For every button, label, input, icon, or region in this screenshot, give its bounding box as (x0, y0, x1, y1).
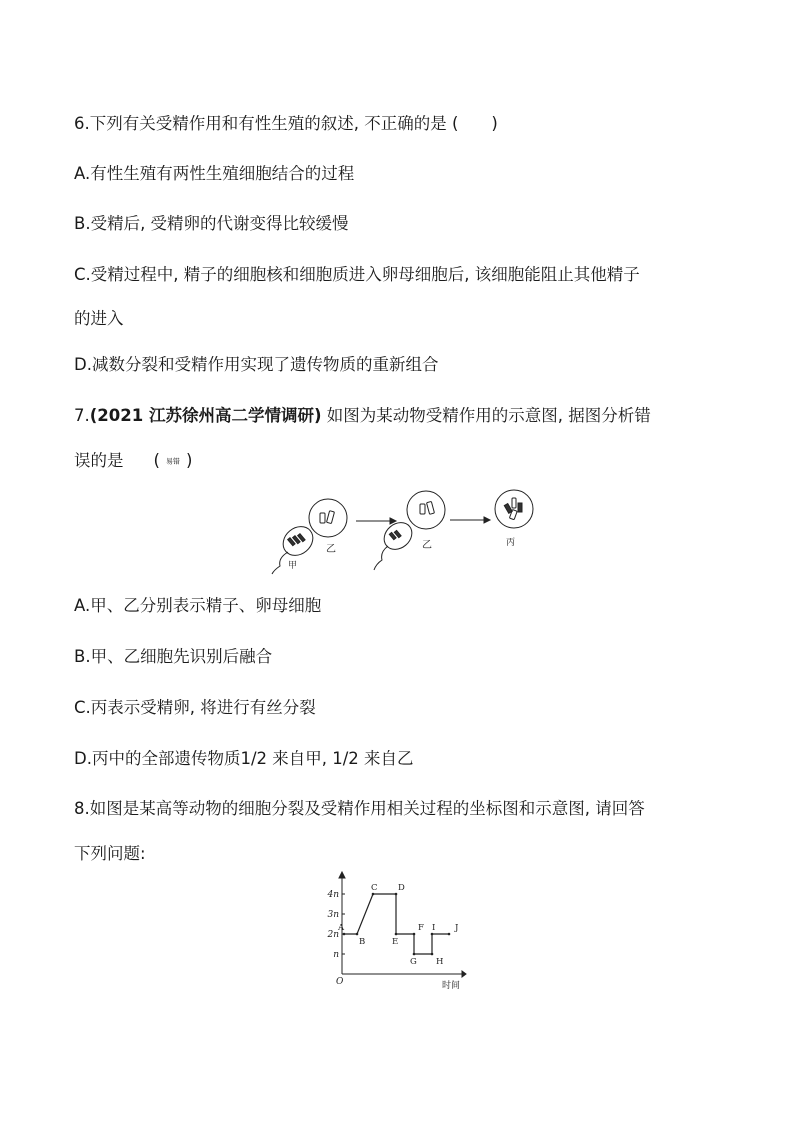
q8-line-chart (318, 870, 468, 992)
point-label-H: H (436, 957, 444, 967)
oocyte-cell-1 (309, 499, 347, 537)
label-yi-2: 乙 (422, 540, 432, 551)
point-C (372, 893, 375, 896)
point-label-E: E (392, 937, 399, 947)
y-tick-label: 3n (327, 910, 339, 920)
point-F (413, 933, 416, 936)
q7-stem (74, 405, 651, 427)
sperm-cell-2 (374, 517, 417, 570)
point-I (431, 933, 434, 936)
q8-stem: 8.如图是某高等动物的细胞分裂及受精作用相关过程的坐标图和示意图, 请回答 (74, 799, 645, 818)
point-D (395, 893, 398, 896)
point-label-J: J (455, 923, 459, 933)
q7-number: 7. (74, 406, 90, 425)
arrow-2-head (484, 517, 490, 523)
q7-stem-text2: 误的是 (74, 451, 124, 470)
point-label-G: G (410, 957, 417, 967)
q7-fertilization-figure (270, 486, 550, 576)
q6-option-a: A.有性生殖有两性生殖细胞结合的过程 (74, 164, 355, 183)
q8-stem-line2: 下列问题: (74, 844, 146, 863)
q6-option-c-cont: 的进入 (74, 309, 124, 328)
q7-stem-line2 (74, 450, 192, 473)
x-axis-label: 时间 (442, 981, 461, 991)
point-label-I: I (432, 923, 436, 933)
q7-paren-open: ( (153, 451, 160, 470)
q7-option-a: A.甲、乙分别表示精子、卵母细胞 (74, 596, 322, 615)
point-H (431, 953, 434, 956)
q6-option-d: D.减数分裂和受精作用实现了遗传物质的重新组合 (74, 355, 439, 374)
q7-difficulty-tag: 易错 (165, 457, 180, 466)
q6-stem: 6.下列有关受精作用和有性生殖的叙述, 不正确的是 ( ) (74, 114, 498, 133)
q7-option-c: C.丙表示受精卵, 将进行有丝分裂 (74, 698, 316, 717)
y-tick-label: n (333, 950, 339, 960)
label-jia: 甲 (288, 561, 298, 571)
y-tick-label: 4n (327, 890, 339, 900)
q7-paren-close: ) (185, 451, 193, 470)
q7-option-b: B.甲、乙细胞先识别后融合 (74, 647, 273, 666)
point-A (343, 933, 346, 936)
q7-source: (2021 江苏徐州高二学情调研) (89, 406, 322, 425)
label-bing: 丙 (506, 538, 516, 548)
q6-option-b: B.受精后, 受精卵的代谢变得比较缓慢 (74, 214, 349, 233)
origin-label: O (336, 977, 344, 987)
q7-stem-text: 如图为某动物受精作用的示意图, 据图分析错 (321, 406, 651, 425)
q7-option-d: D.丙中的全部遗传物质1/2 来自甲, 1/2 来自乙 (74, 749, 414, 768)
point-label-A: A (338, 923, 345, 933)
point-label-B: B (359, 937, 366, 947)
point-B (356, 933, 359, 936)
y-tick-label: 2n (327, 930, 339, 940)
point-label-F: F (418, 923, 424, 933)
arrow-1-head (390, 518, 396, 524)
label-yi-1: 乙 (326, 544, 336, 555)
point-J (448, 933, 451, 936)
x-axis-arrow (462, 971, 466, 977)
point-label-D: D (398, 883, 405, 893)
oocyte-cell-2 (407, 491, 445, 529)
point-label-C: C (371, 883, 378, 893)
q6-option-c: C.受精过程中, 精子的细胞核和细胞质进入卵母细胞后, 该细胞能阻止其他精子 (74, 265, 640, 284)
point-G (413, 953, 416, 956)
point-E (395, 933, 398, 936)
zygote-cell (495, 490, 533, 528)
y-axis-arrow (339, 872, 345, 878)
